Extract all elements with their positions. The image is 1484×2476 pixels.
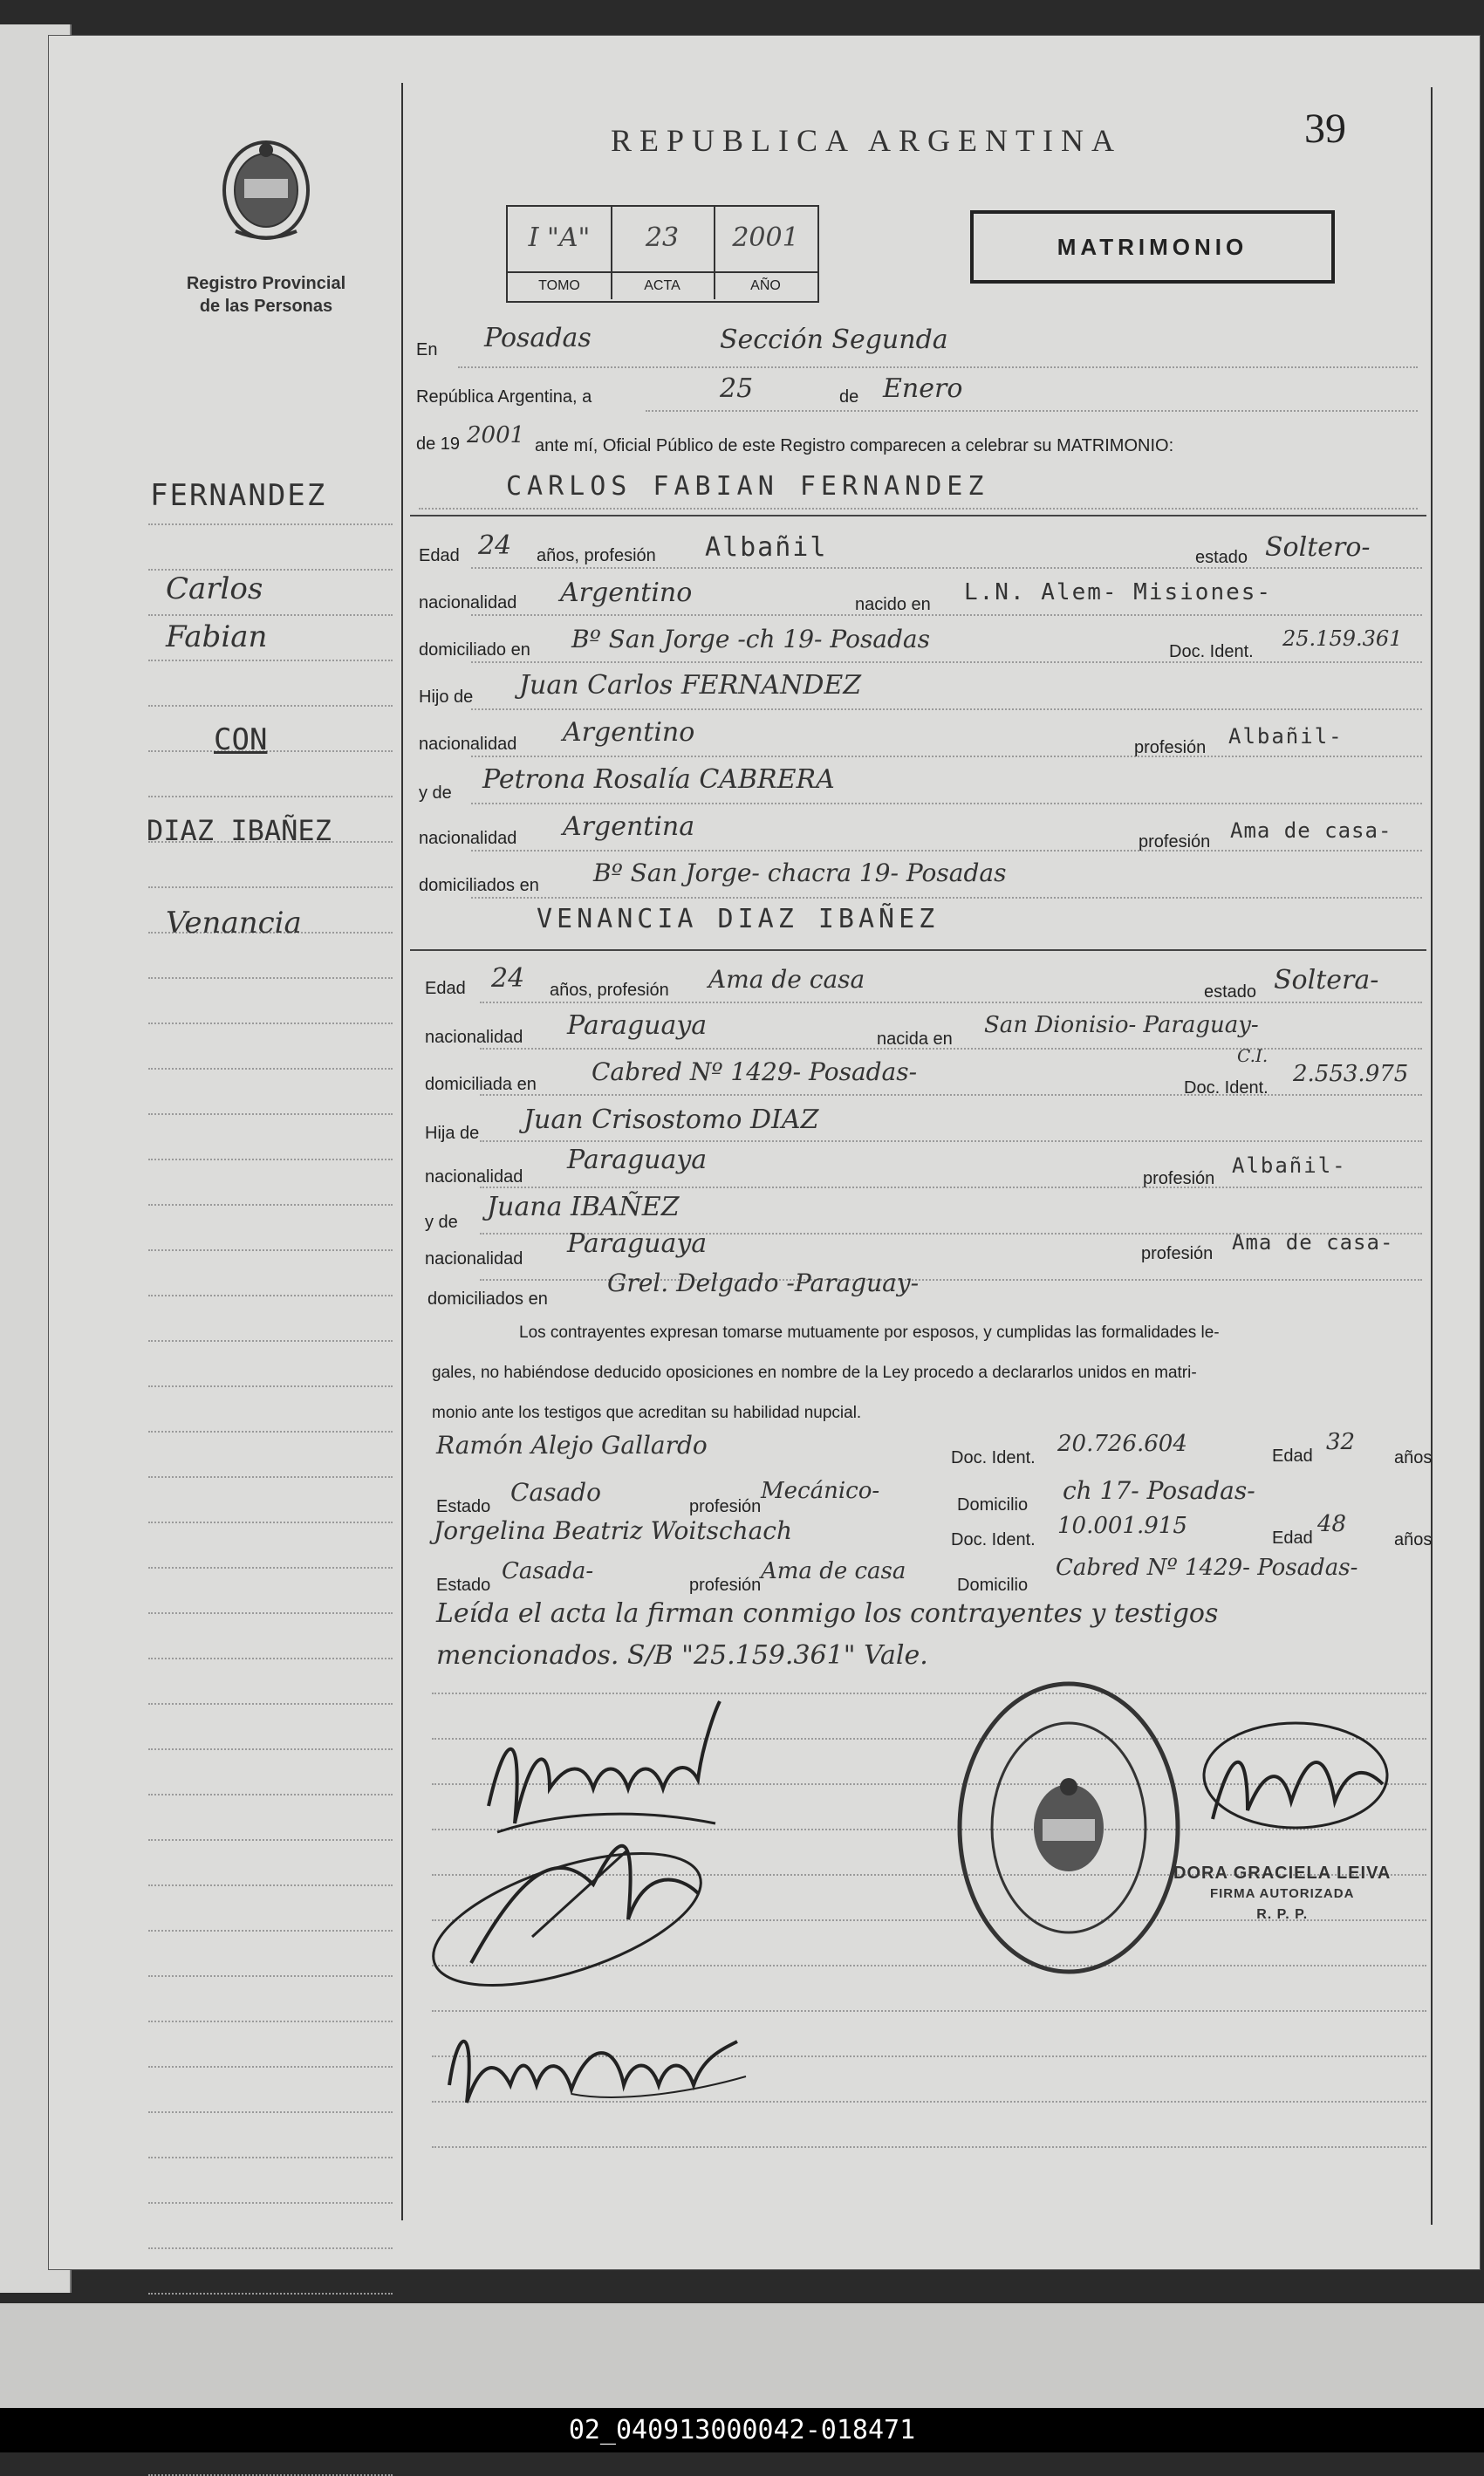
section-hw: Sección Segunda	[720, 325, 948, 355]
witness1-age-hw: 32	[1326, 1429, 1356, 1455]
witness1-doc-hw: 20.726.604	[1057, 1431, 1187, 1457]
provincial-seal-icon	[218, 131, 314, 244]
bride-rule-4	[480, 1140, 1422, 1142]
registry-stamp-icon	[951, 1675, 1187, 1980]
margin-given-1b: Fabian	[166, 619, 268, 654]
witness2-prof-label: profesión	[689, 1576, 762, 1595]
groom-hijo-label: Hijo de	[419, 687, 474, 707]
tomo-label: TOMO	[508, 273, 612, 299]
bride-hija-label: Hija de	[425, 1124, 480, 1143]
margin-rule-4	[148, 660, 393, 661]
bride-mnat-label: nacionalidad	[425, 1249, 523, 1269]
declaration-line-1: Los contrayentes expresan tomarse mutuamente por esposos, y cumplidas las formalidades le-	[519, 1323, 1220, 1342]
groom-rule-1	[471, 567, 1422, 569]
act-type-box: MATRIMONIO	[970, 210, 1335, 284]
bride-name-hw: VENANCIA DIAZ IBAÑEZ	[537, 904, 940, 934]
groom-name-hw: CARLOS FABIAN FERNANDEZ	[506, 471, 989, 502]
declaration-line-3: monio ante los testigos que acreditan su habilidad nupcial.	[432, 1404, 862, 1422]
groom-fprof-hw: Albañil-	[1228, 724, 1344, 749]
acta-value: 23	[645, 222, 680, 253]
declaration-line-2: gales, no habiéndose deducido oposiciones en nombre de la Ley procedo a declararlos unidos en matri-	[432, 1364, 1197, 1382]
margin-given-2: Venancia	[166, 906, 302, 940]
bride-mprof-label: profesión	[1141, 1244, 1214, 1263]
groom-edad-label: Edad	[419, 546, 460, 565]
margin-rule-34	[148, 2021, 393, 2022]
margin-divider-line	[401, 83, 403, 2220]
closing-line-2: mencionados. S/B "25.159.361" Vale.	[436, 1640, 928, 1671]
margin-rule-12	[148, 1023, 393, 1024]
margin-rule-28	[148, 1748, 393, 1750]
groom-doms-label: domiciliados en	[419, 876, 539, 895]
witness1-dom-label: Domicilio	[957, 1495, 1029, 1515]
margin-rule-26	[148, 1658, 393, 1659]
bride-age-hw: 24	[491, 963, 525, 994]
bride-doc-hw: 2.553.975	[1293, 1061, 1409, 1087]
groom-rule-6	[471, 803, 1422, 804]
en-label: En	[416, 340, 438, 359]
margin-rule-22	[148, 1476, 393, 1478]
groom-fnat-label: nacionalidad	[419, 735, 517, 754]
tomo-value: I "A"	[528, 222, 591, 253]
margin-rule-7	[148, 796, 393, 797]
witness2-estado-hw: Casada-	[502, 1558, 594, 1584]
margin-surname-1: FERNANDEZ	[150, 478, 327, 513]
official-block	[1173, 1863, 1391, 1925]
witness2-age-hw: 48	[1317, 1511, 1347, 1537]
bride-estado-hw: Soltera-	[1274, 965, 1379, 995]
bride-mprof-hw: Ama de casa-	[1232, 1230, 1394, 1255]
margin-rule-18	[148, 1295, 393, 1296]
witness1-prof-hw: Mecánico-	[761, 1478, 880, 1504]
witness2-prof-hw: Ama de casa	[761, 1558, 906, 1584]
witness1-prof-label: profesión	[689, 1497, 762, 1516]
declaration-text	[432, 1313, 1444, 1433]
witness2-edad-label: Edad	[1272, 1529, 1313, 1548]
groom-mprof-label: profesión	[1139, 832, 1211, 852]
bride-rule-1	[480, 1002, 1422, 1003]
bride-nac-label: nacionalidad	[425, 1028, 523, 1047]
groom-age-hw: 24	[478, 530, 512, 561]
bride-birthplace-hw: San Dionisio- Paraguay-	[984, 1012, 1259, 1038]
margin-rule-21	[148, 1431, 393, 1433]
acta-cell	[611, 207, 715, 271]
groom-rule-7	[471, 850, 1422, 852]
bride-fprof-label: profesión	[1143, 1169, 1215, 1188]
bride-mnat-hw: Paraguaya	[567, 1228, 708, 1259]
margin-connector: CON	[214, 722, 268, 757]
groom-rule-8	[471, 897, 1422, 899]
groom-estado-label: estado	[1195, 548, 1248, 567]
groom-paddr-hw: Bº San Jorge- chacra 19- Posadas	[593, 858, 1007, 887]
file-id-caption: 02_040913000042-018471	[0, 2408, 1484, 2452]
bride-estado-label: estado	[1204, 982, 1257, 1002]
margin-rule-19	[148, 1340, 393, 1342]
groom-profession-hw: Albañil	[705, 532, 828, 563]
margin-rule-35	[148, 2066, 393, 2068]
groom-birthplace-hw: L.N. Alem- Misiones-	[964, 579, 1273, 605]
margin-rule-27	[148, 1703, 393, 1705]
margin-rule-16	[148, 1204, 393, 1206]
groom-address-hw: Bº San Jorge -ch 19- Posadas	[571, 625, 930, 653]
margin-rule-30	[148, 1839, 393, 1841]
witness2-doc-label: Doc. Ident.	[951, 1530, 1036, 1549]
groom-mnat-hw: Argentina	[563, 811, 695, 842]
bride-doc-prefix-hw: C.I.	[1237, 1045, 1269, 1066]
margin-rule-33	[148, 1975, 393, 1977]
witness1-edad-label: Edad	[1272, 1447, 1313, 1466]
place-hw: Posadas	[484, 323, 592, 353]
witness1-estado-hw: Casado	[510, 1478, 601, 1507]
witness1-name-hw: Ramón Alejo Gallardo	[436, 1431, 708, 1460]
margin-rule-32	[148, 1930, 393, 1932]
witness2-doc-hw: 10.001.915	[1057, 1513, 1187, 1539]
margin-rule-15	[148, 1159, 393, 1160]
witness2-estado-label: Estado	[436, 1576, 491, 1595]
bride-profession-hw: Ama de casa	[708, 965, 865, 994]
groom-mprof-hw: Ama de casa-	[1230, 818, 1392, 843]
bride-fprof-hw: Albañil-	[1232, 1153, 1347, 1178]
official-signature	[1195, 1714, 1396, 1863]
ano-label: AÑO	[750, 278, 781, 293]
groom-rule-3	[471, 661, 1422, 663]
margin-rule-14	[148, 1113, 393, 1115]
groom-anos-prof-label: años, profesión	[537, 546, 656, 565]
de-label: de	[839, 387, 859, 407]
signature-3	[441, 2007, 755, 2120]
margin-rule-3	[148, 614, 393, 616]
groom-nationality-hw: Argentino	[560, 578, 693, 608]
bride-fnat-hw: Paraguaya	[567, 1145, 708, 1175]
groom-doc-hw: 25.159.361	[1282, 626, 1403, 651]
groom-father-hw: Juan Carlos FERNANDEZ	[519, 670, 862, 701]
page-number: 39	[1304, 106, 1346, 152]
groom-dom-label: domiciliado en	[419, 640, 530, 660]
bride-nationality-hw: Paraguaya	[567, 1010, 708, 1041]
bride-yde-label: y de	[425, 1213, 458, 1232]
witness1-doc-label: Doc. Ident.	[951, 1448, 1036, 1467]
official-title: FIRMA AUTORIZADA	[1209, 1886, 1355, 1901]
margin-given-1a: Carlos	[166, 571, 263, 606]
bride-fnat-label: nacionalidad	[425, 1167, 523, 1187]
bride-father-hw: Juan Crisostomo DIAZ	[523, 1105, 819, 1135]
official-org: R. P. P.	[1256, 1907, 1309, 1922]
closing-line-1: Leída el acta la firman conmigo los contrayentes y testigos	[436, 1598, 1219, 1629]
margin-rule-20	[148, 1385, 393, 1387]
register-page	[48, 35, 1481, 2270]
republica-label: República Argentina, a	[416, 387, 592, 407]
bride-doc-label: Doc. Ident.	[1184, 1078, 1269, 1098]
groom-rule-2	[471, 614, 1422, 616]
margin-rule-38	[148, 2202, 393, 2204]
rule-en	[458, 366, 1418, 368]
right-border-line	[1431, 87, 1433, 2225]
margin-rule-39	[148, 2247, 393, 2249]
registry-label-line2: de las Personas	[199, 297, 333, 316]
year-prefix-label: de 19	[416, 434, 461, 454]
margin-rule-17	[148, 1249, 393, 1251]
witness1-estado-label: Estado	[436, 1497, 491, 1516]
bride-dom-label: domiciliada en	[425, 1075, 537, 1094]
groom-nac-label: nacionalidad	[419, 593, 517, 612]
bride-doms-label: domiciliados en	[427, 1289, 548, 1309]
record-id-box	[506, 205, 819, 303]
rule-date	[646, 410, 1418, 412]
official-name: DORA GRACIELA LEIVA	[1173, 1864, 1392, 1883]
day-hw: 25	[720, 373, 754, 404]
margin-rule-11	[148, 977, 393, 979]
witness2-dom-label: Domicilio	[957, 1576, 1029, 1595]
country-title: REPUBLICA ARGENTINA	[611, 123, 1123, 158]
bride-anos-prof-label: años, profesión	[550, 981, 669, 1000]
margin-rule-9	[148, 886, 393, 888]
intro-text: ante mí, Oficial Público de este Registro comparecen a celebrar su MATRIMONIO:	[535, 436, 1174, 455]
margin-rule-40	[148, 2293, 393, 2295]
bride-rule-5	[480, 1187, 1422, 1188]
groom-rule-5	[471, 756, 1422, 757]
bride-section-divider	[410, 949, 1426, 951]
groom-rule-4	[471, 708, 1422, 710]
margin-rule-23	[148, 1522, 393, 1523]
registry-label	[153, 272, 380, 318]
acta-label: ACTA	[611, 273, 715, 299]
margin-rule-2	[148, 569, 393, 571]
groom-estado-hw: Soltero-	[1265, 532, 1371, 563]
margin-rule-6	[148, 750, 393, 752]
groom-yde-label: y de	[419, 783, 452, 803]
margin-rule-31	[148, 1884, 393, 1886]
witness2-name-hw: Jorgelina Beatriz Woitschach	[434, 1516, 793, 1545]
month-hw: Enero	[883, 373, 963, 404]
groom-mother-hw: Petrona Rosalía CABRERA	[482, 764, 835, 795]
groom-section-divider	[410, 515, 1426, 516]
margin-rule-5	[148, 705, 393, 707]
bride-rule-3	[480, 1094, 1422, 1096]
margin-rule-37	[148, 2157, 393, 2158]
witness1-anos-label: años	[1394, 1448, 1433, 1467]
page-bottom-shadow	[0, 2303, 1484, 2408]
margin-rule-25	[148, 1612, 393, 1614]
groom-fprof-label: profesión	[1134, 738, 1207, 757]
rule-groom-name	[419, 508, 1418, 510]
witness2-anos-label: años	[1394, 1530, 1433, 1549]
groom-doc-label: Doc. Ident.	[1169, 642, 1254, 661]
ano-value: 2001	[732, 222, 799, 253]
witness2-dom-hw: Cabred Nº 1429- Posadas-	[1056, 1555, 1358, 1581]
registry-label-line1: Registro Provincial	[186, 274, 346, 293]
groom-fnat-hw: Argentino	[563, 717, 695, 748]
margin-rule-36	[148, 2111, 393, 2113]
signature-2	[419, 1815, 715, 2033]
margin-rule-1	[148, 523, 393, 525]
margin-rule-13	[148, 1068, 393, 1070]
bride-nacida-label: nacida en	[877, 1029, 953, 1049]
bride-paddr-hw: Grel. Delgado -Paraguay-	[607, 1269, 920, 1297]
tomo-cell	[508, 207, 612, 271]
margin-rule-24	[148, 1567, 393, 1569]
margin-rule-29	[148, 1794, 393, 1795]
margin-surname-2: DIAZ IBAÑEZ	[147, 814, 332, 847]
lower-rule-11	[432, 2146, 1426, 2148]
bride-edad-label: Edad	[425, 979, 466, 998]
year-hw: 2001	[467, 422, 525, 448]
groom-nacido-label: nacido en	[855, 595, 931, 614]
bride-address-hw: Cabred Nº 1429- Posadas-	[592, 1057, 918, 1086]
ano-cell	[714, 207, 817, 271]
groom-mnat-label: nacionalidad	[419, 829, 517, 848]
bride-mother-hw: Juana IBAÑEZ	[487, 1192, 680, 1222]
witness1-dom-hw: ch 17- Posadas-	[1063, 1476, 1255, 1505]
